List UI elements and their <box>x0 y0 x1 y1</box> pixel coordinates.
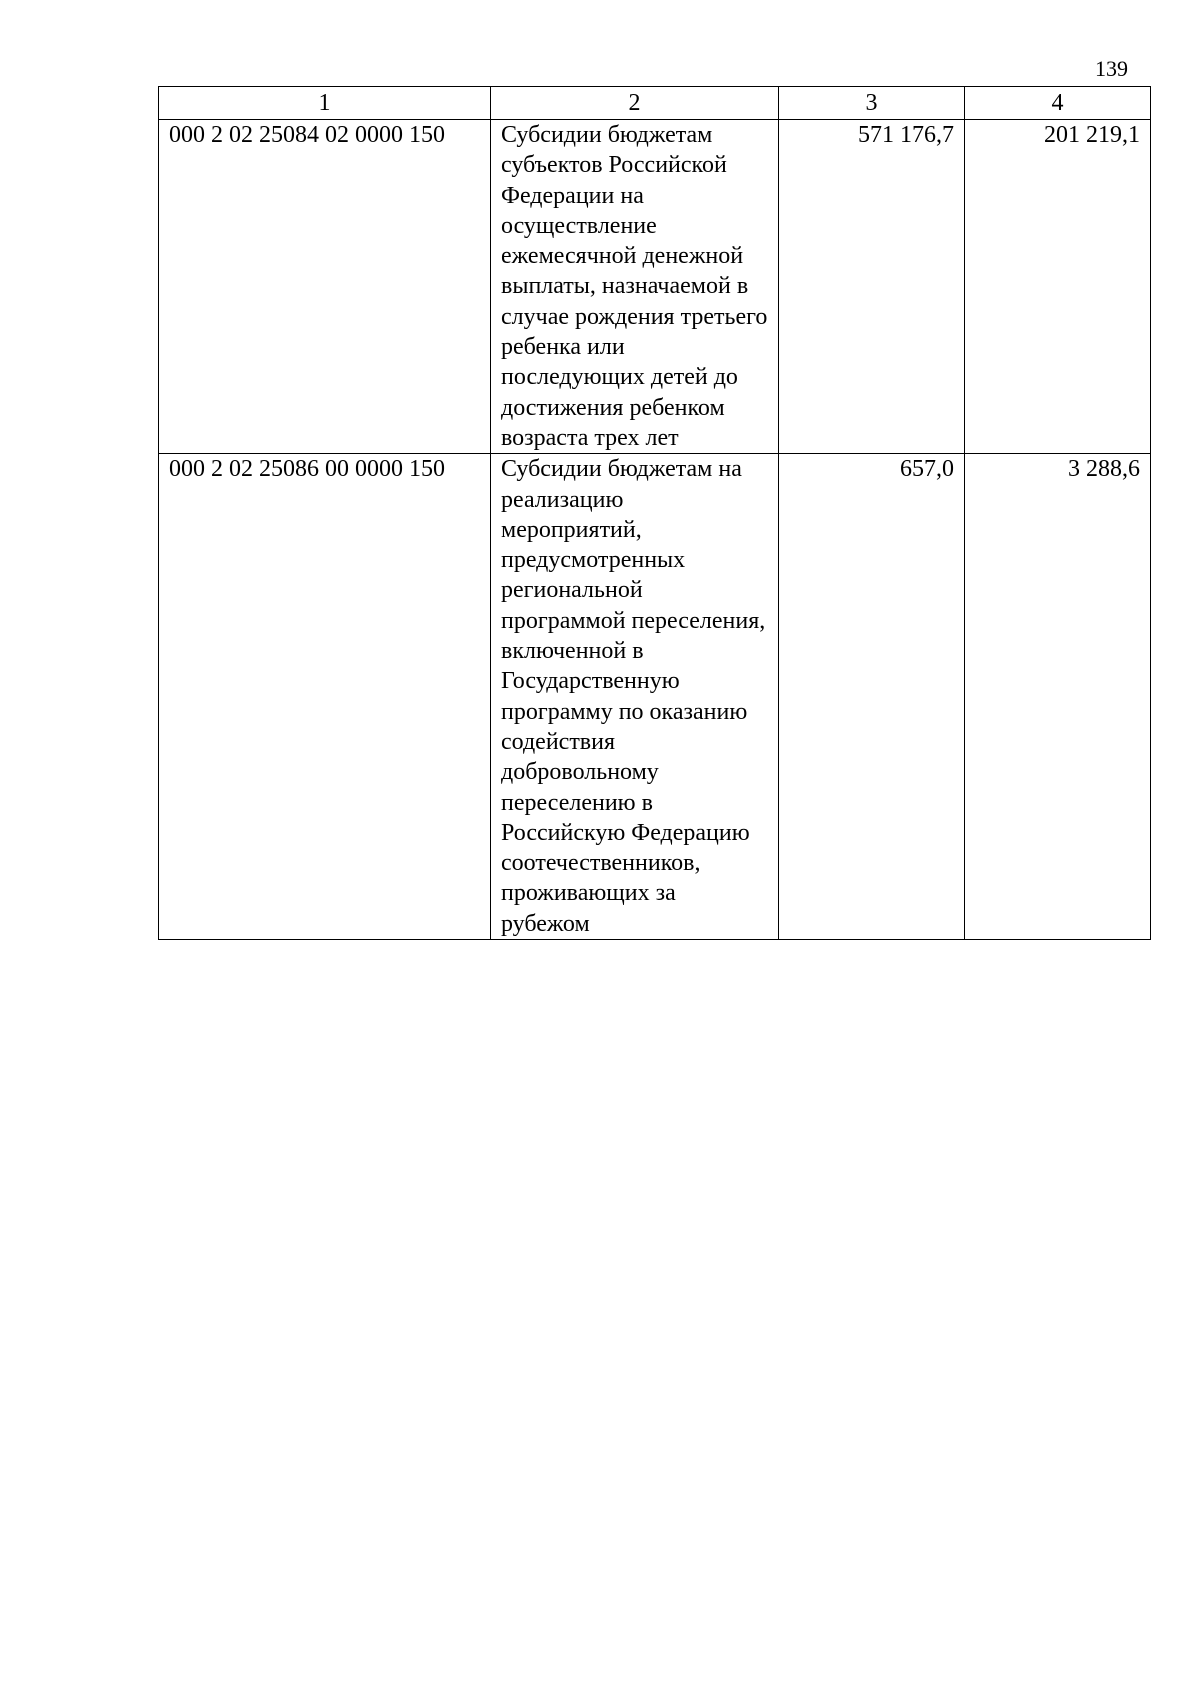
budget-code-cell: 000 2 02 25086 00 0000 150 <box>159 454 491 940</box>
table-header-row <box>159 87 1151 120</box>
table-row <box>159 120 1151 454</box>
description-cell: Субсидии бюджетам субъектов Российской Федерации на осуществление ежемесячной денежной выплаты, назначаемой в случае рождения третьего ребенка или последующих детей до достижения ребенком возраста трех лет <box>491 120 779 454</box>
column-header-2: 2 <box>491 87 779 120</box>
budget-table <box>158 86 1151 940</box>
page-number: 139 <box>1095 56 1128 81</box>
budget-code-cell: 000 2 02 25084 02 0000 150 <box>159 120 491 454</box>
column-header-3: 3 <box>779 87 965 120</box>
description-cell: Субсидии бюджетам на реализацию мероприятий, предусмотренных региональной программой переселения, включенной в Государственную программу по оказанию содействия добровольному переселению в Российскую Федерацию соотечественников, проживающих за рубежом <box>491 454 779 940</box>
column-header-4: 4 <box>965 87 1151 120</box>
amount-col4-cell: 3 288,6 <box>965 454 1151 940</box>
amount-col3-cell: 571 176,7 <box>779 120 965 454</box>
amount-col4-cell: 201 219,1 <box>965 120 1151 454</box>
column-header-1: 1 <box>159 87 491 120</box>
amount-col3-cell: 657,0 <box>779 454 965 940</box>
table-row <box>159 454 1151 940</box>
